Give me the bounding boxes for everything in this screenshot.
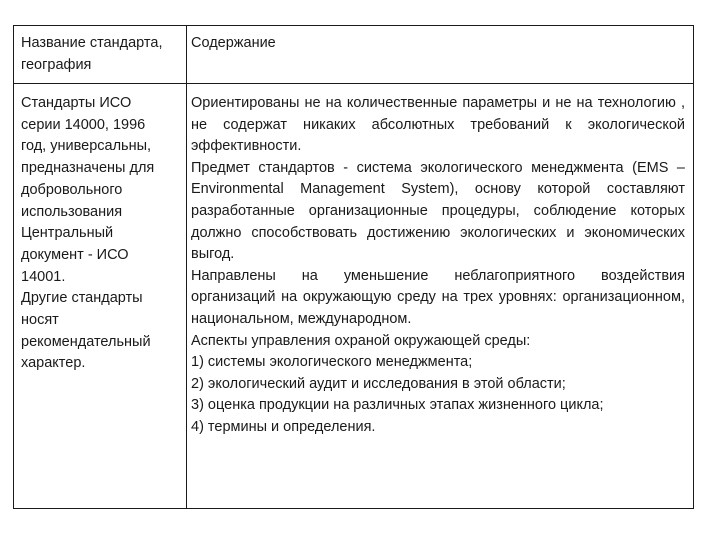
content-cell [191,93,685,439]
standard-line: 14001. [21,268,66,285]
standard-line: Другие стандарты [21,290,143,307]
standard-line: характер. [21,355,86,372]
header-standard-name: Название стандарта, география [21,35,163,73]
standard-line: Центральный [21,225,114,242]
header-content: Содержание [191,35,276,51]
standard-description-cell [21,93,181,375]
content-list-item: 4) термины и определения. [191,418,376,435]
standard-line: год, универсальны, [21,138,152,155]
content-paragraph: Ориентированы не на количественные параметры и не на технологию , не содержат никаких абсолютных требований к экологической эффективности. [191,95,685,155]
content-list-item: 2) экологический аудит и исследования в этой области; [191,375,566,392]
content-list-item: 3) оценка продукции на различных этапах жизненного цикла; [191,397,604,414]
content-paragraph: Направлены на уменьшение неблагоприятного воздействия организаций на окружающую среду на трех уровнях: организационном, национальном, международном. [191,267,685,327]
content-paragraph: Аспекты управления охраной окружающей среды: [191,332,531,349]
content-list-item: 1) системы экологического менеджмента; [191,354,473,371]
standards-table [13,25,694,509]
header-divider [14,83,693,84]
standard-line: рекомендательный [21,333,151,350]
standard-line: предназначены для [21,160,155,177]
standard-line: использования [21,203,123,220]
standard-line: Стандарты ИСО [21,95,132,111]
standard-line: серии 14000, 1996 [21,116,146,133]
column-divider [186,26,187,508]
standard-line: документ - ИСО [21,246,129,263]
standard-line: носят [21,312,59,329]
content-paragraph: Предмет стандартов - система экологического менеджмента (EMS – Environmental Management System), основу которой составляют разработанные организационные процедуры, соблюдение которых должно способствовать достижению экологических и экономических выгод. [191,159,685,263]
standard-line: добровольного [21,181,123,198]
